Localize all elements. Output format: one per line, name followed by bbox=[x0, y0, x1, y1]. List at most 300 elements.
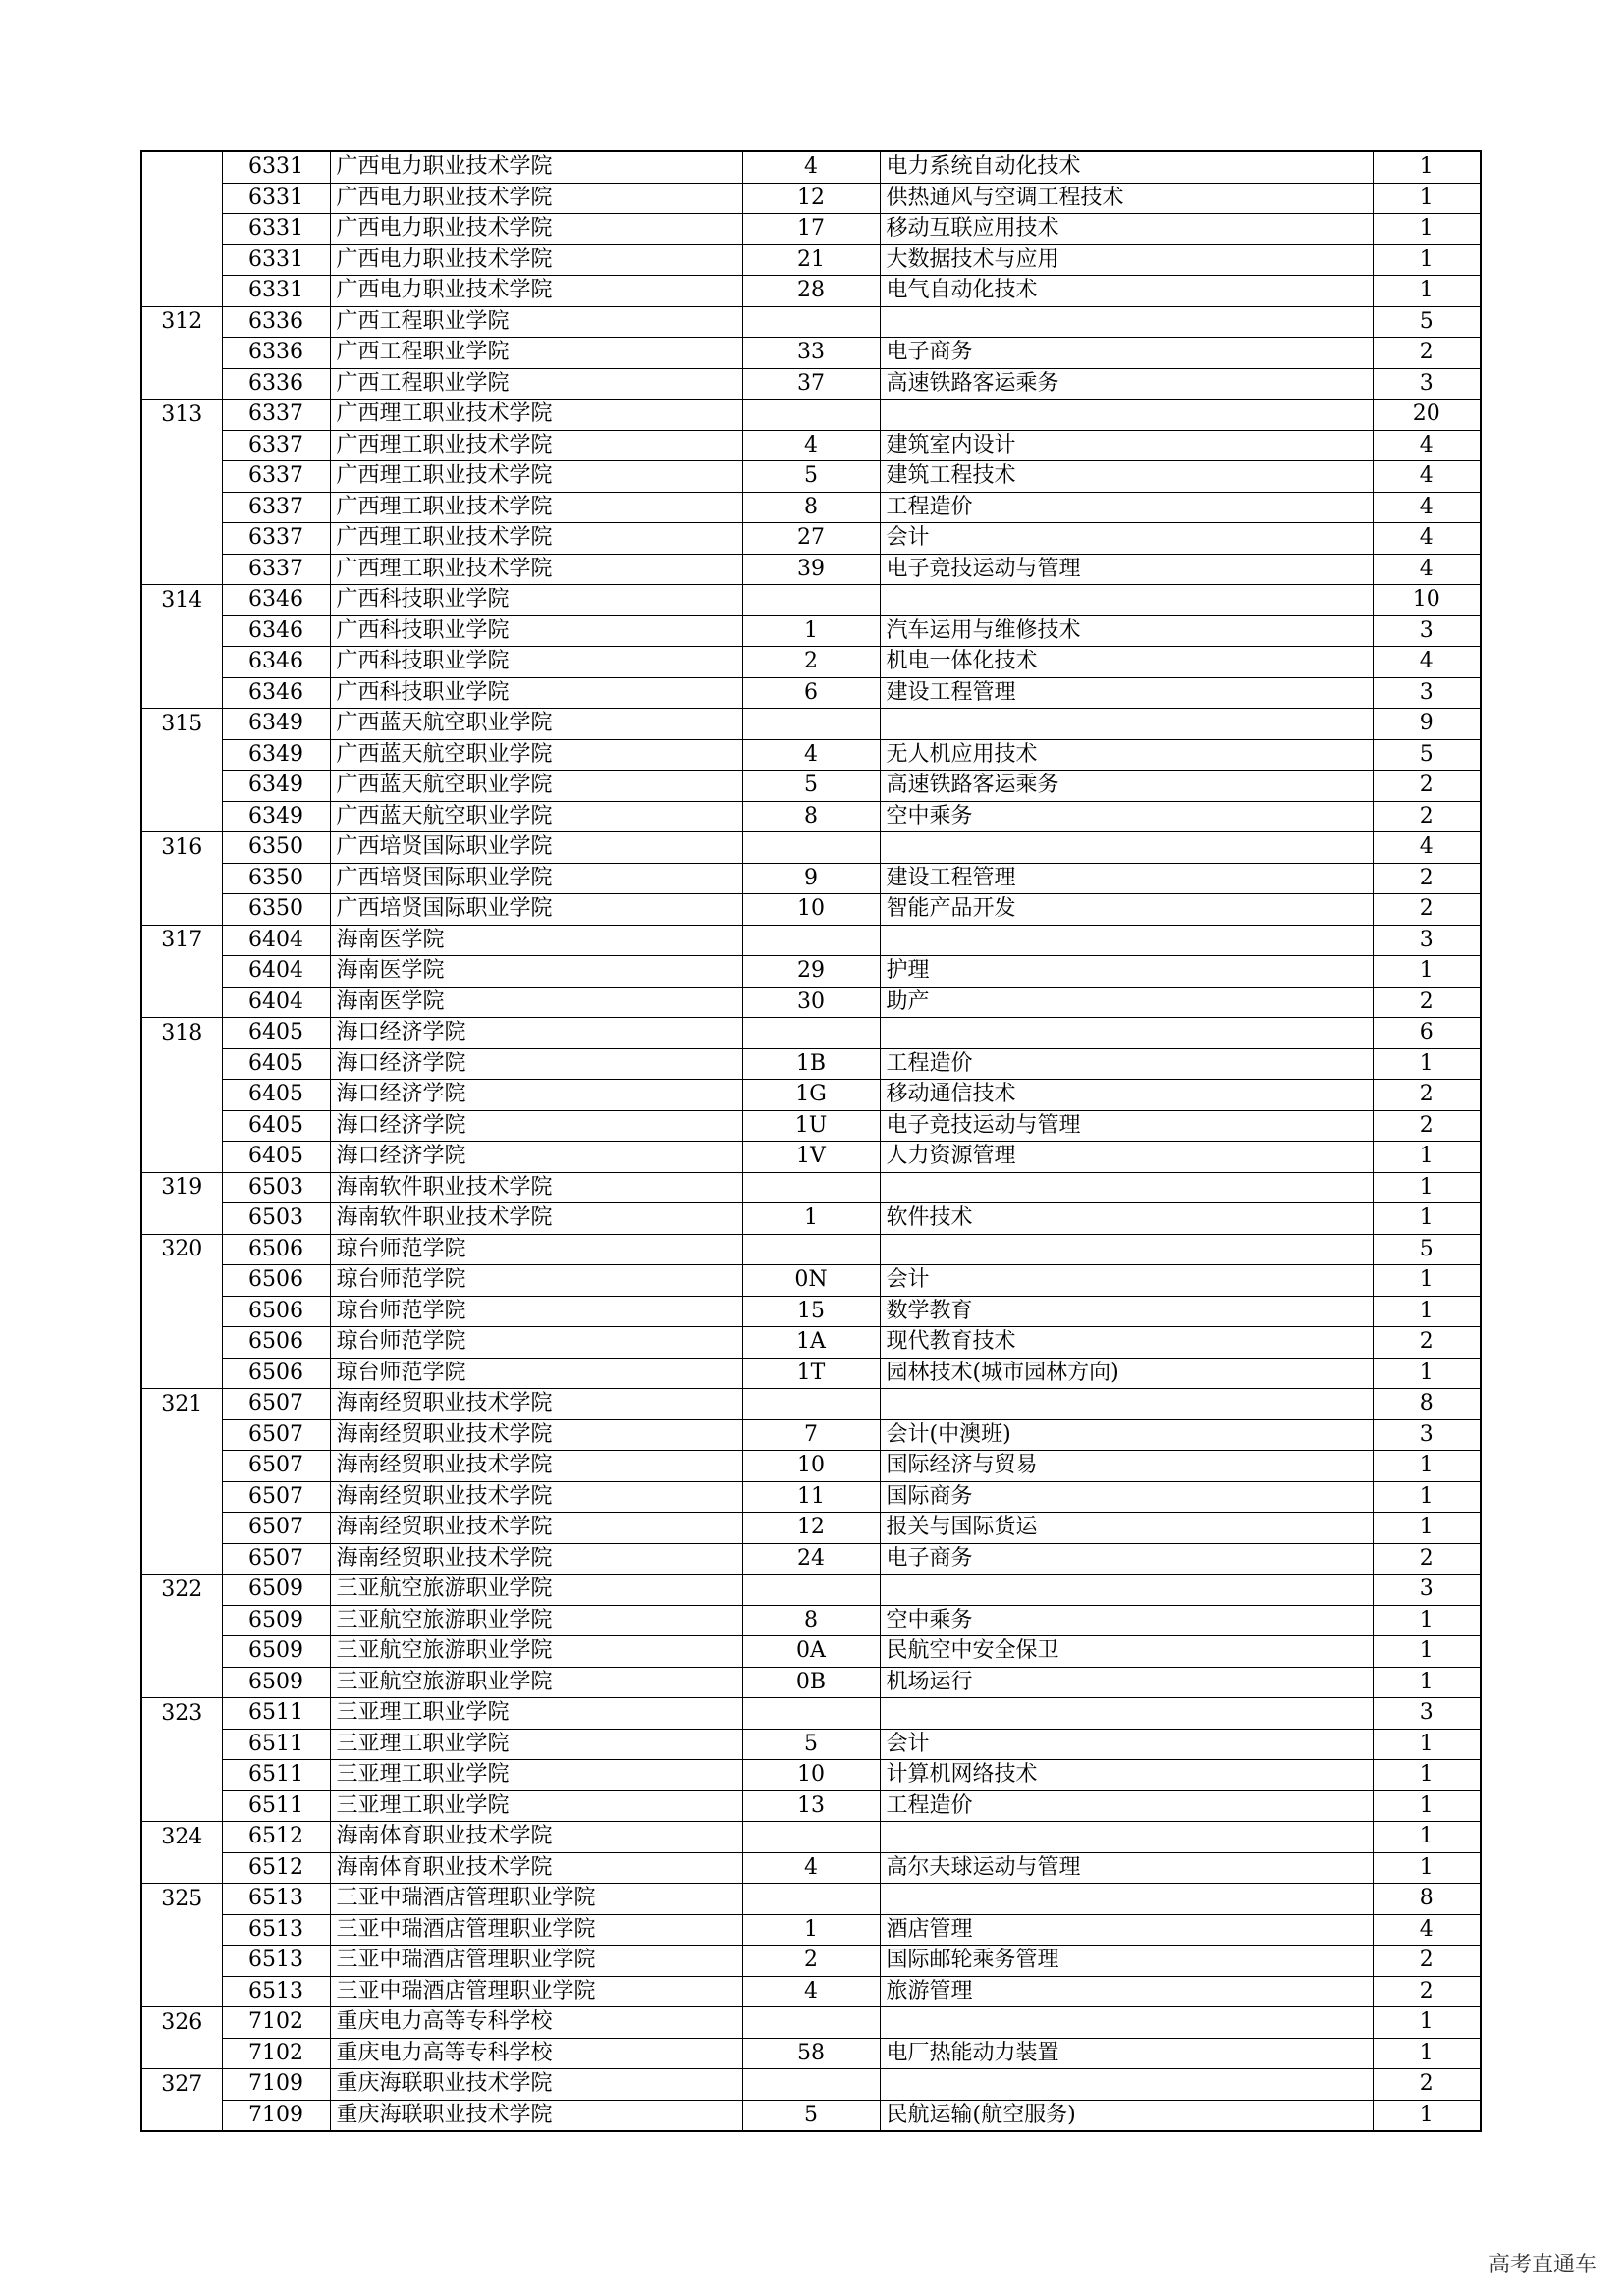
cell-school-code: 6346 bbox=[222, 677, 330, 709]
cell-school-name: 广西科技职业学院 bbox=[330, 585, 742, 616]
cell-seq bbox=[141, 461, 222, 493]
table-row bbox=[141, 647, 1481, 678]
table-row bbox=[141, 1296, 1481, 1327]
cell-seq: 325 bbox=[141, 1884, 222, 1915]
table-row bbox=[141, 1327, 1481, 1359]
cell-major-name: 高速铁路客运乘务 bbox=[880, 368, 1373, 400]
cell-major-name: 移动互联应用技术 bbox=[880, 214, 1373, 245]
cell-plan-count: 2 bbox=[1373, 771, 1481, 802]
cell-major-code: 4 bbox=[742, 430, 880, 461]
cell-school-code: 6349 bbox=[222, 801, 330, 832]
cell-seq: 315 bbox=[141, 709, 222, 740]
cell-major-code: 15 bbox=[742, 1296, 880, 1327]
table-row bbox=[141, 1358, 1481, 1389]
cell-major-code: 9 bbox=[742, 863, 880, 894]
cell-seq bbox=[141, 1790, 222, 1822]
cell-plan-count: 2 bbox=[1373, 1327, 1481, 1359]
cell-major-code bbox=[742, 2069, 880, 2101]
cell-school-code: 6503 bbox=[222, 1203, 330, 1235]
table-row bbox=[141, 863, 1481, 894]
cell-seq bbox=[141, 183, 222, 214]
cell-major-name: 大数据技术与应用 bbox=[880, 244, 1373, 276]
cell-plan-count: 4 bbox=[1373, 554, 1481, 585]
cell-major-code: 0B bbox=[742, 1667, 880, 1698]
cell-seq bbox=[141, 554, 222, 585]
watermark-text: 高考直通车 bbox=[1488, 2253, 1597, 2277]
cell-seq bbox=[141, 771, 222, 802]
cell-major-code: 8 bbox=[742, 801, 880, 832]
cell-plan-count: 5 bbox=[1373, 1234, 1481, 1265]
cell-school-code: 6337 bbox=[222, 430, 330, 461]
cell-school-code: 6404 bbox=[222, 956, 330, 988]
table-row bbox=[141, 1636, 1481, 1668]
cell-major-name: 电子商务 bbox=[880, 338, 1373, 369]
cell-major-name: 电子竞技运动与管理 bbox=[880, 554, 1373, 585]
cell-major-name: 汽车运用与维修技术 bbox=[880, 615, 1373, 647]
table-row bbox=[141, 1822, 1481, 1853]
cell-major-name: 酒店管理 bbox=[880, 1914, 1373, 1946]
cell-seq bbox=[141, 956, 222, 988]
cell-plan-count: 8 bbox=[1373, 1884, 1481, 1915]
cell-major-name: 民航空中安全保卫 bbox=[880, 1636, 1373, 1668]
cell-major-name: 工程造价 bbox=[880, 1790, 1373, 1822]
cell-major-name: 现代教育技术 bbox=[880, 1327, 1373, 1359]
cell-major-code: 28 bbox=[742, 276, 880, 307]
cell-major-name: 无人机应用技术 bbox=[880, 739, 1373, 771]
cell-seq bbox=[141, 894, 222, 926]
cell-major-name bbox=[880, 1822, 1373, 1853]
cell-school-code: 6405 bbox=[222, 1048, 330, 1080]
cell-school-code: 6507 bbox=[222, 1543, 330, 1575]
cell-major-name: 软件技术 bbox=[880, 1203, 1373, 1235]
cell-school-name: 广西理工职业技术学院 bbox=[330, 400, 742, 431]
table-row bbox=[141, 183, 1481, 214]
table-row bbox=[141, 1667, 1481, 1698]
cell-plan-count: 2 bbox=[1373, 894, 1481, 926]
cell-plan-count: 6 bbox=[1373, 1018, 1481, 1049]
cell-plan-count: 1 bbox=[1373, 214, 1481, 245]
cell-seq bbox=[141, 987, 222, 1018]
table-row bbox=[141, 1790, 1481, 1822]
cell-seq bbox=[141, 1080, 222, 1111]
cell-school-name: 三亚理工职业学院 bbox=[330, 1698, 742, 1730]
cell-school-name: 广西蓝天航空职业学院 bbox=[330, 771, 742, 802]
cell-school-name: 海口经济学院 bbox=[330, 1142, 742, 1173]
cell-plan-count: 3 bbox=[1373, 1419, 1481, 1451]
cell-school-name: 广西培贤国际职业学院 bbox=[330, 894, 742, 926]
cell-seq: 316 bbox=[141, 832, 222, 864]
table-row bbox=[141, 709, 1481, 740]
cell-major-code: 21 bbox=[742, 244, 880, 276]
cell-seq bbox=[141, 1667, 222, 1698]
cell-school-name: 海南体育职业技术学院 bbox=[330, 1822, 742, 1853]
cell-plan-count: 1 bbox=[1373, 956, 1481, 988]
cell-plan-count: 4 bbox=[1373, 461, 1481, 493]
table-row bbox=[141, 461, 1481, 493]
cell-school-name: 琼台师范学院 bbox=[330, 1234, 742, 1265]
cell-seq bbox=[141, 338, 222, 369]
cell-major-name: 建筑室内设计 bbox=[880, 430, 1373, 461]
cell-school-code: 6507 bbox=[222, 1481, 330, 1513]
cell-plan-count: 1 bbox=[1373, 1142, 1481, 1173]
cell-school-code: 6404 bbox=[222, 925, 330, 956]
cell-major-code: 1U bbox=[742, 1110, 880, 1142]
table-row bbox=[141, 214, 1481, 245]
cell-school-code: 6337 bbox=[222, 492, 330, 523]
cell-school-name: 琼台师范学院 bbox=[330, 1327, 742, 1359]
cell-school-code: 6506 bbox=[222, 1358, 330, 1389]
cell-school-code: 6511 bbox=[222, 1729, 330, 1760]
cell-school-code: 6350 bbox=[222, 894, 330, 926]
cell-plan-count: 4 bbox=[1373, 492, 1481, 523]
cell-school-name: 海口经济学院 bbox=[330, 1048, 742, 1080]
table-row bbox=[141, 276, 1481, 307]
cell-major-name: 智能产品开发 bbox=[880, 894, 1373, 926]
cell-major-code: 5 bbox=[742, 2100, 880, 2131]
cell-school-name: 广西蓝天航空职业学院 bbox=[330, 709, 742, 740]
cell-seq bbox=[141, 801, 222, 832]
cell-major-name: 数学教育 bbox=[880, 1296, 1373, 1327]
cell-seq bbox=[141, 1852, 222, 1884]
cell-school-code: 6404 bbox=[222, 987, 330, 1018]
cell-plan-count: 2 bbox=[1373, 1976, 1481, 2007]
cell-major-name bbox=[880, 585, 1373, 616]
cell-school-name: 三亚航空旅游职业学院 bbox=[330, 1575, 742, 1606]
cell-school-name: 海口经济学院 bbox=[330, 1018, 742, 1049]
cell-school-code: 6350 bbox=[222, 863, 330, 894]
cell-plan-count: 20 bbox=[1373, 400, 1481, 431]
cell-major-code: 1 bbox=[742, 615, 880, 647]
cell-school-name: 广西电力职业技术学院 bbox=[330, 276, 742, 307]
cell-plan-count: 5 bbox=[1373, 739, 1481, 771]
cell-school-name: 广西电力职业技术学院 bbox=[330, 151, 742, 183]
cell-major-name bbox=[880, 1172, 1373, 1203]
cell-school-name: 三亚中瑞酒店管理职业学院 bbox=[330, 1946, 742, 1977]
cell-plan-count: 3 bbox=[1373, 1575, 1481, 1606]
cell-major-name: 报关与国际货运 bbox=[880, 1513, 1373, 1544]
cell-school-name: 琼台师范学院 bbox=[330, 1358, 742, 1389]
cell-school-name: 海南经贸职业技术学院 bbox=[330, 1451, 742, 1482]
cell-plan-count: 1 bbox=[1373, 1451, 1481, 1482]
table-row bbox=[141, 1080, 1481, 1111]
cell-seq bbox=[141, 244, 222, 276]
cell-plan-count: 1 bbox=[1373, 183, 1481, 214]
cell-major-name: 建设工程管理 bbox=[880, 863, 1373, 894]
cell-major-name: 园林技术(城市园林方向) bbox=[880, 1358, 1373, 1389]
cell-school-code: 6349 bbox=[222, 771, 330, 802]
table-row bbox=[141, 1389, 1481, 1420]
cell-major-name: 供热通风与空调工程技术 bbox=[880, 183, 1373, 214]
cell-school-code: 6503 bbox=[222, 1172, 330, 1203]
cell-school-code: 6513 bbox=[222, 1884, 330, 1915]
cell-seq bbox=[141, 430, 222, 461]
cell-school-name: 广西电力职业技术学院 bbox=[330, 183, 742, 214]
cell-plan-count: 1 bbox=[1373, 1513, 1481, 1544]
cell-plan-count: 1 bbox=[1373, 1048, 1481, 1080]
cell-seq bbox=[141, 739, 222, 771]
cell-plan-count: 4 bbox=[1373, 523, 1481, 555]
cell-school-code: 6337 bbox=[222, 461, 330, 493]
cell-school-code: 6336 bbox=[222, 338, 330, 369]
cell-school-code: 6405 bbox=[222, 1080, 330, 1111]
cell-major-name: 会计 bbox=[880, 1729, 1373, 1760]
cell-major-code bbox=[742, 1389, 880, 1420]
cell-seq bbox=[141, 1481, 222, 1513]
cell-school-code: 6509 bbox=[222, 1667, 330, 1698]
cell-seq: 313 bbox=[141, 400, 222, 431]
cell-school-name: 海南经贸职业技术学院 bbox=[330, 1419, 742, 1451]
cell-seq bbox=[141, 1203, 222, 1235]
table-row bbox=[141, 615, 1481, 647]
cell-major-code: 4 bbox=[742, 1852, 880, 1884]
cell-school-code: 6506 bbox=[222, 1234, 330, 1265]
cell-plan-count: 1 bbox=[1373, 1172, 1481, 1203]
cell-plan-count: 2 bbox=[1373, 987, 1481, 1018]
cell-plan-count: 1 bbox=[1373, 1481, 1481, 1513]
cell-school-name: 广西蓝天航空职业学院 bbox=[330, 739, 742, 771]
cell-seq bbox=[141, 677, 222, 709]
cell-school-code: 6405 bbox=[222, 1018, 330, 1049]
cell-major-code: 58 bbox=[742, 2038, 880, 2069]
cell-major-name: 机场运行 bbox=[880, 1667, 1373, 1698]
cell-school-code: 7102 bbox=[222, 2038, 330, 2069]
cell-major-code: 10 bbox=[742, 1760, 880, 1791]
cell-plan-count: 2 bbox=[1373, 1110, 1481, 1142]
cell-plan-count: 10 bbox=[1373, 585, 1481, 616]
table-row bbox=[141, 306, 1481, 338]
cell-major-name bbox=[880, 1698, 1373, 1730]
cell-plan-count: 1 bbox=[1373, 1605, 1481, 1636]
cell-major-name bbox=[880, 2007, 1373, 2039]
cell-school-code: 6511 bbox=[222, 1760, 330, 1791]
cell-seq bbox=[141, 1636, 222, 1668]
cell-major-code: 10 bbox=[742, 894, 880, 926]
cell-school-name: 广西工程职业学院 bbox=[330, 306, 742, 338]
cell-seq bbox=[141, 2038, 222, 2069]
cell-seq: 321 bbox=[141, 1389, 222, 1420]
cell-seq: 322 bbox=[141, 1575, 222, 1606]
cell-plan-count: 1 bbox=[1373, 1296, 1481, 1327]
cell-plan-count: 4 bbox=[1373, 430, 1481, 461]
cell-school-name: 海南软件职业技术学院 bbox=[330, 1203, 742, 1235]
cell-school-code: 6336 bbox=[222, 368, 330, 400]
cell-school-code: 7102 bbox=[222, 2007, 330, 2039]
cell-major-code bbox=[742, 1234, 880, 1265]
cell-seq bbox=[141, 1605, 222, 1636]
cell-school-code: 6337 bbox=[222, 523, 330, 555]
table-row bbox=[141, 338, 1481, 369]
table-row bbox=[141, 1575, 1481, 1606]
cell-school-name: 海南经贸职业技术学院 bbox=[330, 1543, 742, 1575]
table-row bbox=[141, 1543, 1481, 1575]
cell-plan-count: 3 bbox=[1373, 925, 1481, 956]
cell-plan-count: 1 bbox=[1373, 2007, 1481, 2039]
cell-seq bbox=[141, 615, 222, 647]
cell-school-code: 6513 bbox=[222, 1946, 330, 1977]
cell-school-name: 广西理工职业技术学院 bbox=[330, 461, 742, 493]
cell-seq bbox=[141, 1265, 222, 1297]
cell-school-code: 6506 bbox=[222, 1296, 330, 1327]
cell-major-code: 8 bbox=[742, 1605, 880, 1636]
cell-major-code bbox=[742, 709, 880, 740]
cell-seq: 324 bbox=[141, 1822, 222, 1853]
table-row bbox=[141, 987, 1481, 1018]
table-row bbox=[141, 151, 1481, 183]
cell-major-code bbox=[742, 1822, 880, 1853]
cell-plan-count: 4 bbox=[1373, 1914, 1481, 1946]
cell-seq: 319 bbox=[141, 1172, 222, 1203]
cell-major-code: 0A bbox=[742, 1636, 880, 1668]
cell-major-name: 会计 bbox=[880, 523, 1373, 555]
cell-school-name: 琼台师范学院 bbox=[330, 1296, 742, 1327]
cell-school-code: 6507 bbox=[222, 1513, 330, 1544]
table-row bbox=[141, 1048, 1481, 1080]
cell-major-name: 计算机网络技术 bbox=[880, 1760, 1373, 1791]
cell-plan-count: 3 bbox=[1373, 615, 1481, 647]
cell-major-name: 机电一体化技术 bbox=[880, 647, 1373, 678]
cell-plan-count: 1 bbox=[1373, 2038, 1481, 2069]
cell-major-code bbox=[742, 400, 880, 431]
cell-school-code: 6512 bbox=[222, 1822, 330, 1853]
cell-school-name: 广西理工职业技术学院 bbox=[330, 430, 742, 461]
table-row bbox=[141, 1605, 1481, 1636]
cell-school-code: 6346 bbox=[222, 585, 330, 616]
table-row bbox=[141, 894, 1481, 926]
cell-plan-count: 1 bbox=[1373, 1822, 1481, 1853]
table-row bbox=[141, 430, 1481, 461]
cell-seq: 314 bbox=[141, 585, 222, 616]
cell-major-name: 空中乘务 bbox=[880, 801, 1373, 832]
cell-seq bbox=[141, 1976, 222, 2007]
cell-major-name: 电厂热能动力装置 bbox=[880, 2038, 1373, 2069]
table-row bbox=[141, 771, 1481, 802]
cell-school-code: 6513 bbox=[222, 1976, 330, 2007]
cell-school-code: 6346 bbox=[222, 647, 330, 678]
cell-school-name: 广西工程职业学院 bbox=[330, 368, 742, 400]
cell-seq: 323 bbox=[141, 1698, 222, 1730]
cell-school-name: 海南医学院 bbox=[330, 956, 742, 988]
cell-school-code: 7109 bbox=[222, 2100, 330, 2131]
cell-school-name: 重庆电力高等专科学校 bbox=[330, 2038, 742, 2069]
cell-seq: 317 bbox=[141, 925, 222, 956]
cell-plan-count: 2 bbox=[1373, 338, 1481, 369]
cell-major-code bbox=[742, 925, 880, 956]
table-row bbox=[141, 1760, 1481, 1791]
cell-major-name bbox=[880, 709, 1373, 740]
cell-seq bbox=[141, 1451, 222, 1482]
cell-school-name: 海口经济学院 bbox=[330, 1080, 742, 1111]
cell-seq: 318 bbox=[141, 1018, 222, 1049]
cell-school-code: 6405 bbox=[222, 1110, 330, 1142]
cell-major-name: 电气自动化技术 bbox=[880, 276, 1373, 307]
cell-school-code: 6507 bbox=[222, 1389, 330, 1420]
cell-major-code: 1B bbox=[742, 1048, 880, 1080]
cell-school-name: 广西工程职业学院 bbox=[330, 338, 742, 369]
cell-school-name: 海口经济学院 bbox=[330, 1110, 742, 1142]
cell-major-name: 移动通信技术 bbox=[880, 1080, 1373, 1111]
cell-seq bbox=[141, 492, 222, 523]
table-row bbox=[141, 1729, 1481, 1760]
cell-school-name: 重庆电力高等专科学校 bbox=[330, 2007, 742, 2039]
cell-major-name: 人力资源管理 bbox=[880, 1142, 1373, 1173]
cell-school-code: 6331 bbox=[222, 214, 330, 245]
cell-major-code: 1 bbox=[742, 1914, 880, 1946]
cell-plan-count: 2 bbox=[1373, 801, 1481, 832]
cell-school-code: 6331 bbox=[222, 151, 330, 183]
cell-school-code: 6349 bbox=[222, 739, 330, 771]
cell-major-name: 电子商务 bbox=[880, 1543, 1373, 1575]
cell-major-name: 护理 bbox=[880, 956, 1373, 988]
table-row bbox=[141, 1110, 1481, 1142]
cell-school-name: 三亚理工职业学院 bbox=[330, 1760, 742, 1791]
cell-major-name: 会计 bbox=[880, 1265, 1373, 1297]
cell-seq bbox=[141, 1296, 222, 1327]
cell-plan-count: 4 bbox=[1373, 647, 1481, 678]
cell-school-name: 海南医学院 bbox=[330, 925, 742, 956]
cell-plan-count: 1 bbox=[1373, 1852, 1481, 1884]
cell-major-name bbox=[880, 925, 1373, 956]
cell-school-code: 6509 bbox=[222, 1636, 330, 1668]
cell-school-name: 广西电力职业技术学院 bbox=[330, 214, 742, 245]
cell-plan-count: 8 bbox=[1373, 1389, 1481, 1420]
cell-major-name: 电力系统自动化技术 bbox=[880, 151, 1373, 183]
table-row bbox=[141, 554, 1481, 585]
cell-school-code: 6337 bbox=[222, 400, 330, 431]
cell-major-name: 建筑工程技术 bbox=[880, 461, 1373, 493]
cell-plan-count: 1 bbox=[1373, 1760, 1481, 1791]
table-row bbox=[141, 1513, 1481, 1544]
cell-major-name: 建设工程管理 bbox=[880, 677, 1373, 709]
cell-plan-count: 2 bbox=[1373, 1080, 1481, 1111]
table-row bbox=[141, 956, 1481, 988]
cell-school-code: 6509 bbox=[222, 1605, 330, 1636]
cell-major-code: 8 bbox=[742, 492, 880, 523]
cell-major-code: 39 bbox=[742, 554, 880, 585]
cell-seq bbox=[141, 1419, 222, 1451]
cell-major-name: 国际邮轮乘务管理 bbox=[880, 1946, 1373, 1977]
cell-school-name: 广西理工职业技术学院 bbox=[330, 554, 742, 585]
cell-school-name: 海南经贸职业技术学院 bbox=[330, 1481, 742, 1513]
cell-school-code: 6509 bbox=[222, 1575, 330, 1606]
cell-major-name bbox=[880, 1018, 1373, 1049]
cell-major-code: 11 bbox=[742, 1481, 880, 1513]
cell-major-name: 高尔夫球运动与管理 bbox=[880, 1852, 1373, 1884]
cell-plan-count: 1 bbox=[1373, 276, 1481, 307]
cell-seq bbox=[141, 647, 222, 678]
table-row bbox=[141, 523, 1481, 555]
cell-school-name: 三亚理工职业学院 bbox=[330, 1729, 742, 1760]
cell-seq bbox=[141, 1142, 222, 1173]
cell-major-code: 2 bbox=[742, 647, 880, 678]
cell-school-name: 三亚航空旅游职业学院 bbox=[330, 1667, 742, 1698]
cell-major-code: 1V bbox=[742, 1142, 880, 1173]
table-row bbox=[141, 1852, 1481, 1884]
cell-school-name: 三亚中瑞酒店管理职业学院 bbox=[330, 1976, 742, 2007]
cell-major-code bbox=[742, 2007, 880, 2039]
cell-seq bbox=[141, 1513, 222, 1544]
cell-seq: 326 bbox=[141, 2007, 222, 2039]
enrollment-table bbox=[140, 150, 1482, 2132]
cell-major-code: 12 bbox=[742, 1513, 880, 1544]
cell-major-code: 27 bbox=[742, 523, 880, 555]
cell-school-name: 广西理工职业技术学院 bbox=[330, 523, 742, 555]
cell-major-code: 5 bbox=[742, 461, 880, 493]
table-row bbox=[141, 1698, 1481, 1730]
cell-major-name bbox=[880, 2069, 1373, 2101]
cell-major-name: 工程造价 bbox=[880, 1048, 1373, 1080]
cell-seq bbox=[141, 214, 222, 245]
cell-major-code: 33 bbox=[742, 338, 880, 369]
